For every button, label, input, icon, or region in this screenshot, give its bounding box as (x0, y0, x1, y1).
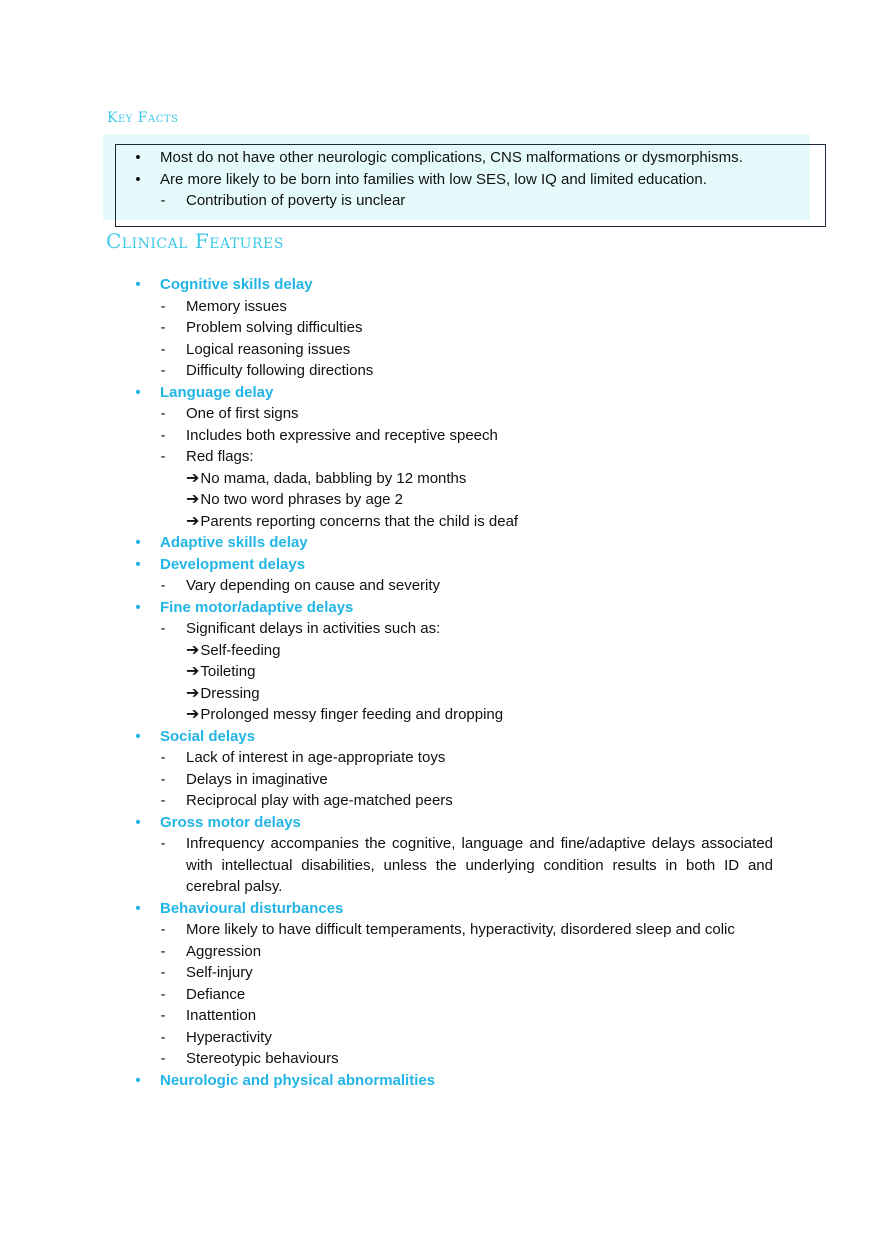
dash-icon: - (160, 426, 166, 444)
arrow-right-icon: ➔ (186, 469, 200, 487)
section-heading (131, 274, 791, 296)
heading-text: Gross motor delays (160, 813, 301, 831)
arrow-text: No two word phrases by age 2 (200, 491, 404, 508)
arrow-text: Toileting (200, 663, 256, 680)
dash-icon: - (160, 985, 166, 1003)
heading-text: Language delay (160, 383, 274, 401)
item-text: Difficulty following directions (186, 362, 374, 379)
section-heading (131, 898, 791, 920)
item-text: Hyperactivity (186, 1028, 272, 1046)
arrow-text: Dressing (200, 684, 260, 702)
list-item (131, 339, 791, 361)
section-heading (131, 532, 791, 554)
list-item (131, 446, 791, 468)
item-text: Logical reasoning issues (186, 340, 351, 358)
bullet-icon: • (135, 383, 141, 401)
arrow-item (131, 640, 791, 662)
item-text: One of first signs (186, 405, 299, 422)
arrow-item (131, 661, 791, 683)
section-heading (131, 597, 791, 619)
dash-icon: - (160, 297, 166, 315)
item-text: Aggression (186, 942, 262, 960)
list-item (131, 1027, 791, 1049)
key-fact-item (131, 169, 791, 191)
list-item (131, 919, 791, 941)
item-text: Inattention (186, 1007, 257, 1024)
heading-text: Neurologic and physical abnormalities (160, 1071, 436, 1089)
bullet-icon: • (135, 555, 141, 573)
bullet-icon: • (135, 1071, 141, 1089)
heading-text: Social delays (160, 727, 256, 745)
clinical-features-title: Clinical Features (106, 229, 284, 253)
key-fact-text: Are more likely to be born into families with low SES, low IQ and limited education. (160, 170, 707, 188)
heading-text: Cognitive skills delay (160, 276, 313, 293)
arrow-item (131, 468, 791, 490)
key-fact-subitem (131, 190, 791, 212)
bullet-icon: • (135, 727, 141, 745)
dash-icon: - (160, 1028, 166, 1046)
section-heading (131, 554, 791, 576)
dash-icon: - (160, 1007, 166, 1024)
key-facts-title: Key Facts (107, 110, 179, 126)
heading-text: Development delays (160, 555, 306, 573)
item-text: Reciprocal play with age-matched peers (186, 792, 453, 809)
dash-icon: - (160, 620, 166, 637)
dash-icon: - (160, 1050, 166, 1067)
list-item (131, 1005, 791, 1027)
item-text: Memory issues (186, 297, 287, 315)
arrow-right-icon: ➔ (186, 641, 200, 659)
arrow-right-icon: ➔ (186, 491, 200, 508)
item-text: Problem solving difficulties (186, 319, 363, 336)
arrow-item (131, 683, 791, 705)
arrow-right-icon: ➔ (186, 663, 200, 680)
arrow-right-icon: ➔ (186, 684, 200, 702)
bullet-icon: • (135, 534, 141, 551)
dash-icon: - (160, 921, 166, 938)
bullet-icon: • (135, 813, 141, 831)
arrow-text: Parents reporting concerns that the child is deaf (200, 512, 519, 530)
arrow-right-icon: ➔ (186, 706, 200, 723)
list-item (131, 747, 791, 769)
list-item (131, 941, 791, 963)
dash-icon: - (160, 749, 166, 766)
key-fact-text: Most do not have other neurologic complications, CNS malformations or dysmorphisms. (160, 149, 743, 166)
section-heading (131, 812, 791, 834)
dash-icon: - (160, 340, 166, 358)
item-text: Red flags: (186, 448, 254, 465)
dash-icon: - (160, 362, 166, 379)
item-text: Significant delays in activities such as: (186, 620, 441, 637)
list-item-paragraph (131, 833, 773, 898)
dash-icon: - (160, 942, 166, 960)
key-facts-content (131, 147, 791, 212)
list-item (131, 575, 791, 597)
list-item (131, 425, 791, 447)
item-text: Lack of interest in age-appropriate toys (186, 749, 446, 766)
arrow-right-icon: ➔ (186, 512, 200, 530)
dash-icon: - (160, 192, 166, 209)
item-text: Includes both expressive and receptive speech (186, 426, 498, 444)
list-item (131, 984, 791, 1006)
section-heading (131, 1070, 791, 1092)
bullet-icon: • (135, 598, 141, 616)
section-heading (131, 382, 791, 404)
dash-icon: - (160, 792, 166, 809)
heading-text: Fine motor/adaptive delays (160, 598, 354, 616)
bullet-icon: • (135, 149, 141, 166)
item-text: Infrequency accompanies the cognitive, language and fine/adaptive delays associated with intellectual disabilities, unless the underlying condition results in both ID and cerebral palsy. (186, 835, 773, 895)
list-item (131, 790, 791, 812)
arrow-text: No mama, dada, babbling by 12 months (200, 469, 467, 487)
arrow-item (131, 704, 791, 726)
list-item (131, 769, 791, 791)
arrow-text: Self-feeding (200, 641, 281, 659)
list-item (131, 360, 791, 382)
dash-icon: - (160, 964, 166, 981)
item-text: Defiance (186, 985, 246, 1003)
list-item (131, 296, 791, 318)
key-fact-subtext: Contribution of poverty is unclear (186, 192, 406, 209)
dash-icon: - (160, 448, 166, 465)
item-text: Vary depending on cause and severity (186, 577, 441, 594)
dash-icon: - (160, 770, 166, 788)
list-item (131, 618, 791, 640)
list-item (131, 1048, 791, 1070)
dash-icon: - (160, 835, 166, 852)
bullet-icon: • (135, 170, 141, 188)
dash-icon: - (160, 405, 166, 422)
item-text: More likely to have difficult temperaments, hyperactivity, disordered sleep and colic (186, 921, 735, 938)
bullet-icon: • (135, 899, 141, 917)
list-item (131, 403, 791, 425)
arrow-item (131, 511, 791, 533)
list-item (131, 317, 791, 339)
item-text: Self-injury (186, 964, 253, 981)
clinical-features-list (131, 274, 791, 1091)
item-text: Stereotypic behaviours (186, 1050, 339, 1067)
arrow-text: Prolonged messy finger feeding and dropping (200, 706, 504, 723)
heading-text: Adaptive skills delay (160, 534, 308, 551)
section-heading (131, 726, 791, 748)
list-item (131, 962, 791, 984)
heading-text: Behavioural disturbances (160, 899, 344, 917)
bullet-icon: • (135, 276, 141, 293)
arrow-item (131, 489, 791, 511)
dash-icon: - (160, 577, 166, 594)
dash-icon: - (160, 319, 166, 336)
key-fact-item (131, 147, 791, 169)
item-text: Delays in imaginative (186, 770, 328, 788)
